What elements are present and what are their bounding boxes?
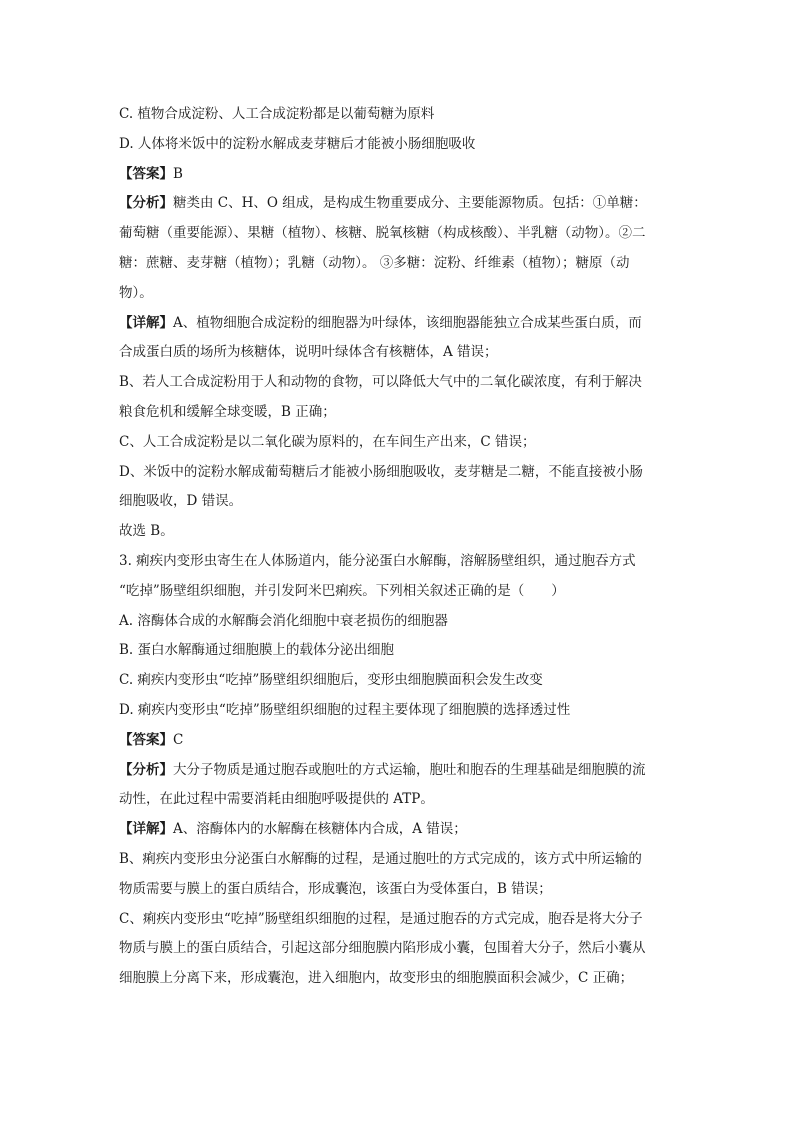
- q3-option-d: D. 痢疾内变形虫“吃掉”肠壁组织细胞的过程主要体现了细胞膜的选择透过性: [119, 701, 571, 718]
- question-content: [119, 100, 679, 994]
- q2-detail-line: C、人工合成淀粉是以二氧化碳为原料的，在车间生产出来，C 错误；: [119, 433, 536, 450]
- q3-detail-line: [119, 815, 679, 845]
- detail-tag: 【详解】: [119, 821, 173, 838]
- q2-conclusion: 故选 B。: [119, 523, 174, 540]
- q3-detail-line: 物质与膜上的蛋白质结合，引起这部分细胞膜内陷形成小囊，包围着大分子，然后小囊从: [119, 940, 646, 957]
- analysis-tag: 【分析】: [119, 761, 173, 778]
- q2-detail-line: 粮食危机和缓解全球变暖，B 正确；: [119, 403, 336, 420]
- q3-detail-line: B、痢疾内变形虫分泌蛋白水解酶的过程，是通过胞吐的方式完成的，该方式中所运输的: [119, 850, 642, 867]
- q2-answer: [119, 160, 679, 190]
- answer-value: C: [173, 731, 184, 748]
- detail-tag: 【详解】: [119, 314, 173, 331]
- q3-detail-line: C、痢疾内变形虫“吃掉”肠壁组织细胞的过程，是通过胞吞的方式完成，胞吞是将大分子: [119, 910, 643, 927]
- q3-detail-line: 物质需要与膜上的蛋白质结合，形成囊泡，该蛋白为受体蛋白，B 错误；: [119, 880, 552, 897]
- q2-detail-line: 细胞吸收，D 错误。: [119, 493, 243, 510]
- q3-answer: [119, 726, 679, 756]
- q3-stem-line: 3. 痢疾内变形虫寄生在人体肠道内，能分泌蛋白水解酶，溶解肠壁组织，通过胞吞方式: [119, 552, 636, 569]
- q2-option-c: C. 植物合成淀粉、人工合成淀粉都是以葡萄糖为原料: [119, 106, 435, 122]
- answer-tag: 【答案】: [119, 731, 173, 748]
- q3-detail-line: 细胞膜上分离下来，形成囊泡，进入细胞内，故变形虫的细胞膜面积会减少，C 正确；: [119, 970, 634, 987]
- q3-stem-line: “吃掉”肠壁组织细胞，并引发阿米巴痢疾。下列相关叙述正确的是（ ）: [119, 582, 565, 599]
- q3-option-a: A. 溶酶体合成的水解酶会消化细胞中衰老损伤的细胞器: [119, 612, 448, 629]
- q3-analysis-line: [119, 756, 679, 786]
- q2-analysis-line: 糖：蔗糖、麦芽糖（植物）；乳糖（动物）。 ③多糖：淀粉、纤维素（植物）；糖原（动: [119, 254, 630, 271]
- q2-option-d: D. 人体将米饭中的淀粉水解成麦芽糖后才能被小肠细胞吸收: [119, 135, 476, 152]
- analysis-tag: 【分析】: [119, 195, 173, 212]
- analysis-text: 大分子物质是通过胞吞或胞吐的方式运输，胞吐和胞吞的生理基础是细胞膜的流: [173, 761, 646, 778]
- q2-analysis-line: [119, 189, 679, 219]
- answer-tag: 【答案】: [119, 165, 173, 182]
- answer-value: B: [173, 165, 183, 182]
- q2-detail-line: [119, 309, 679, 339]
- q3-option-b: B. 蛋白水解酶通过细胞膜上的载体分泌出细胞: [119, 642, 395, 659]
- q3-analysis-line: 动性，在此过程中需要消耗由细胞呼吸提供的 ATP。: [119, 791, 434, 808]
- q2-detail-line: 合成蛋白质的场所为核糖体，说明叶绿体含有核糖体，A 错误；: [119, 344, 498, 361]
- q2-analysis-line: 葡萄糖（重要能源）、果糖（植物）、核糖、脱氧核糖（构成核酸）、半乳糖（动物）。②二: [119, 225, 646, 242]
- analysis-text: 糖类由 C、H、O 组成，是构成生物重要成分、主要能源物质。包括：①单糖：: [173, 195, 647, 212]
- q2-detail-line: D、米饭中的淀粉水解成葡萄糖后才能被小肠细胞吸收，麦芽糖是二糖，不能直接被小肠: [119, 463, 643, 480]
- q2-detail-line: B、若人工合成淀粉用于人和动物的食物，可以降低大气中的二氧化碳浓度，有利于解决: [119, 374, 642, 391]
- detail-text: A、溶酶体内的水解酶在核糖体内合成，A 错误；: [173, 821, 467, 838]
- q2-analysis-line: 物）。: [119, 284, 153, 301]
- q3-option-c: C. 痢疾内变形虫“吃掉”肠壁组织细胞后，变形虫细胞膜面积会发生改变: [119, 672, 543, 689]
- detail-text: A、植物细胞合成淀粉的细胞器为叶绿体，该细胞器能独立合成某些蛋白质，而: [173, 314, 642, 331]
